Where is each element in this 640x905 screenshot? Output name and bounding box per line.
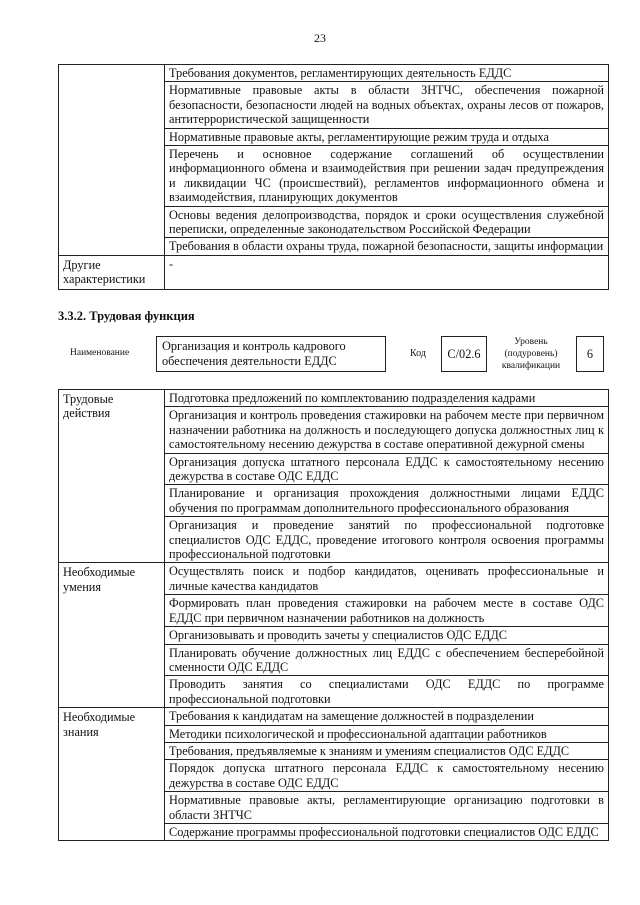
row-item: Нормативные правовые акты, регламентирующие организацию подготовки в области ЗНТЧС: [165, 792, 609, 824]
level-label: Уровень (подуровень) квалификации: [501, 337, 561, 371]
row-item: Перечень и основное содержание соглашений об осуществлении информационного обмена и взаимодействия при решении задач предупреждения и ликвидации ЧС (происшествий), регламентов информационного обмена и взаимодействия, планирующих документов: [165, 146, 609, 207]
row-item: Требования, предъявляемые к знаниям и умениям специалистов ОДС ЕДДС: [165, 742, 609, 759]
name-label: Наименование: [70, 348, 130, 358]
row-item: -: [165, 255, 609, 289]
row-item: Организация и контроль проведения стажировки на рабочем месте при первичном назначении работника на должность и последующего допуска должностных лиц к самостоятельному несению дежурства в составе оперативной дежурной смены: [165, 407, 609, 453]
row-item: Требования к кандидатам на замещение должностей в подразделении: [165, 708, 609, 725]
row-label: [59, 65, 165, 256]
row-item: Организация и проведение занятий по профессиональной подготовке специалистов ОДС ЕДДС, проведение итогового контроля освоения программы профессиональной подготовки: [165, 517, 609, 563]
row-item: Методики психологической и профессиональной адаптации работников: [165, 725, 609, 742]
row-item: Нормативные правовые акты, регламентирующие режим труда и отдыха: [165, 128, 609, 145]
function-name-box: Организация и контроль кадрового обеспечения деятельности ЕДДС: [156, 336, 386, 372]
row-item: Подготовка предложений по комплектованию подразделения кадрами: [165, 390, 609, 407]
row-item: Требования документов, регламентирующих деятельность ЕДДС: [165, 65, 609, 82]
code-label: Код: [410, 348, 426, 359]
row-label: Необходимые знания: [59, 708, 165, 841]
row-label: Необходимые умения: [59, 563, 165, 708]
table-row: [59, 390, 609, 407]
row-label: Трудовые действия: [59, 390, 165, 563]
knowledge-table: [58, 64, 609, 290]
labor-function-table-body: [59, 390, 609, 841]
row-item: Порядок допуска штатного персонала ЕДДС к самостоятельному несению дежурства в составе ОДС ЕДДС: [165, 760, 609, 792]
row-item: Организовывать и проводить зачеты у специалистов ОДС ЕДДС: [165, 627, 609, 644]
row-item: Требования в области охраны труда, пожарной безопасности, защиты информации: [165, 238, 609, 255]
labor-function-table: [58, 389, 609, 841]
row-item: Осуществлять поиск и подбор кандидатов, оценивать профессиональные и личные качества кандидатов: [165, 563, 609, 595]
table-row: [59, 708, 609, 725]
row-item: Формировать план проведения стажировки на рабочем месте в составе ОДС ЕДДС при первичном назначении работников на должность: [165, 595, 609, 627]
row-label: Другие характеристики: [59, 255, 165, 289]
function-code-box: C/02.6: [441, 336, 487, 372]
labor-function-header: [58, 331, 608, 377]
row-item: Нормативные правовые акты в области ЗНТЧС, обеспечения пожарной безопасности, безопасности людей на водных объектах, охраны лесов от пожаров, антитеррористической защищенности: [165, 82, 609, 128]
qualification-level-box: 6: [576, 336, 604, 372]
row-item: Организация допуска штатного персонала ЕДДС к самостоятельному несению дежурства в составе ОДС ЕДДС: [165, 453, 609, 485]
row-item: Основы ведения делопроизводства, порядок и сроки осуществления служебной переписки, определенные законодательством Российской Федерации: [165, 206, 609, 238]
knowledge-table-body: [59, 65, 609, 290]
table-row: [59, 65, 609, 82]
row-item: Планировать обучение должностных лиц ЕДДС с обеспечением бесперебойной сменности ОДС ЕДДС: [165, 644, 609, 676]
row-item: Содержание программы профессиональной подготовки специалистов ОДС ЕДДС: [165, 823, 609, 840]
table-row: [59, 563, 609, 595]
table-row: [59, 255, 609, 289]
page-number: 23: [314, 31, 326, 45]
section-heading: 3.3.2. Трудовая функция: [58, 309, 195, 323]
row-item: Проводить занятия со специалистами ОДС ЕДДС по программе профессиональной подготовки: [165, 676, 609, 708]
row-item: Планирование и организация прохождения должностными лицами ЕДДС обучения по программам дополнительного профессионального образования: [165, 485, 609, 517]
